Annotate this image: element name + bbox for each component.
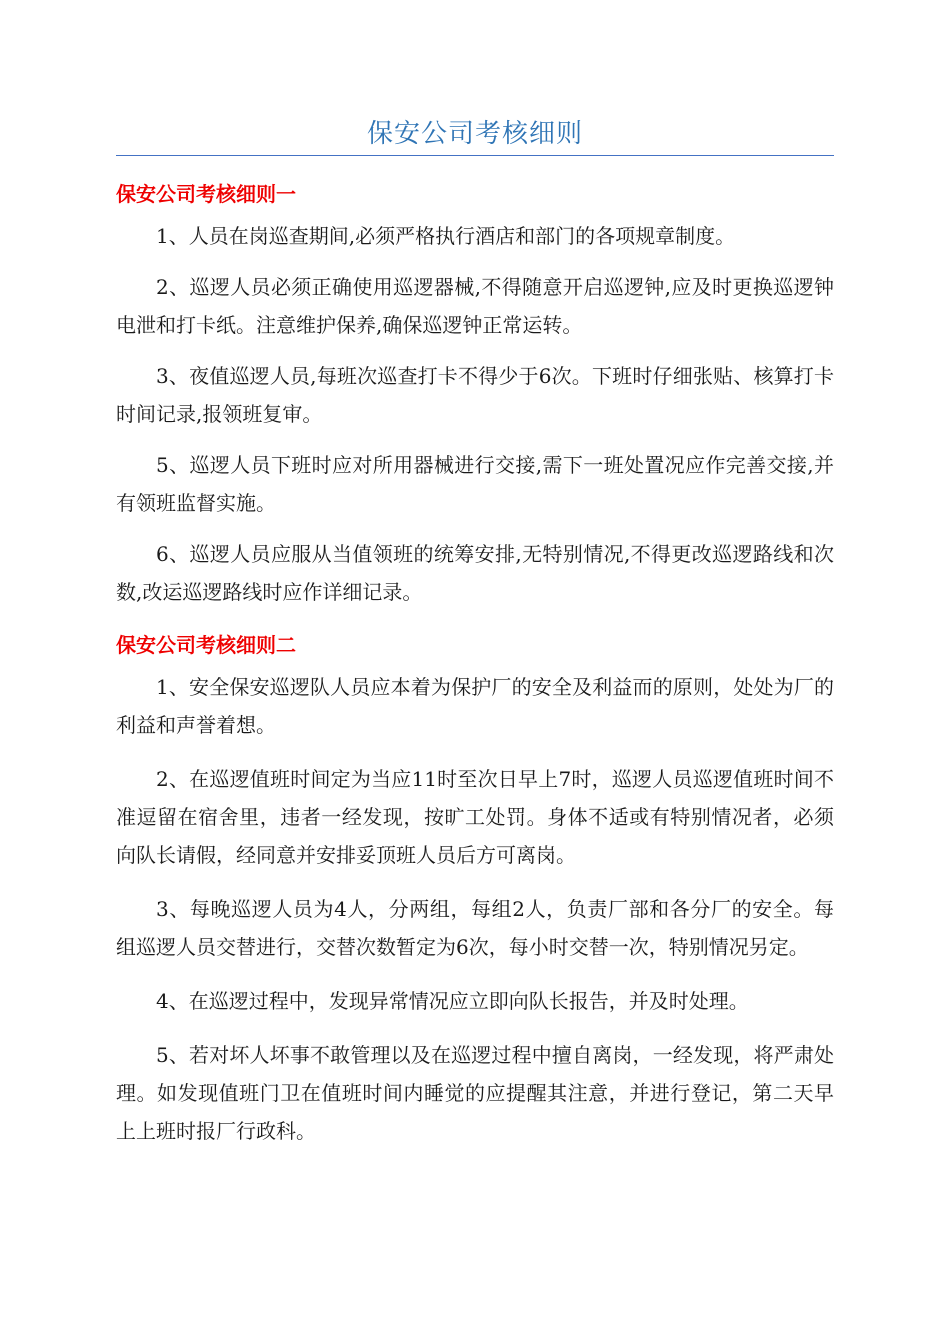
section-heading-1: 保安公司考核细则一 <box>116 182 296 206</box>
title-underline <box>116 155 834 156</box>
document-title: 保安公司考核细则 <box>366 119 583 149</box>
paragraph: 4、在巡逻过程中，发现异常情况应立即向队长报告，并及时处理。 <box>156 989 749 1013</box>
paragraph: 2、在巡逻值班时间定为当应11时至次日早上7时，巡逻人员巡逻值班时间不准逗留在宿舍里，违者一经发现，按旷工处罚。身体不适或有特别情况者，必须向队长请假，经同意并安排妥顶班人员后方可离岗。 <box>116 767 834 867</box>
section-body-2 <box>116 668 834 1150</box>
paragraph: 1、安全保安巡逻队人员应本着为保护厂的安全及利益而的原则，处处为厂的利益和声誉着想。 <box>116 675 834 737</box>
paragraph: 2、巡逻人员必须正确使用巡逻器械,不得随意开启巡逻钟,应及时更换巡逻钟电泄和打卡纸。注意维护保养,确保巡逻钟正常运转。 <box>116 275 834 337</box>
paragraph: 5、若对坏人坏事不敢管理以及在巡逻过程中擅自离岗，一经发现，将严肃处理。如发现值班门卫在值班时间内睡觉的应提醒其注意，并进行登记，第二天早上上班时报厂行政科。 <box>116 1043 834 1143</box>
paragraph: 1、人员在岗巡查期间,必须严格执行酒店和部门的各项规章制度。 <box>156 224 736 248</box>
paragraph: 6、巡逻人员应服从当值领班的统筹安排,无特别情况,不得更改巡逻路线和次数,改运巡逻路线时应作详细记录。 <box>116 542 834 604</box>
section-body-1 <box>116 217 834 611</box>
section-heading-2: 保安公司考核细则二 <box>116 633 296 657</box>
document-page <box>116 0 834 1150</box>
paragraph: 5、巡逻人员下班时应对所用器械进行交接,需下一班处置况应作完善交接,并有领班监督实施。 <box>116 453 834 515</box>
paragraph: 3、每晚巡逻人员为4人，分两组，每组2人，负责厂部和各分厂的安全。每组巡逻人员交替进行，交替次数暂定为6次，每小时交替一次，特别情况另定。 <box>116 897 834 959</box>
paragraph: 3、夜值巡逻人员,每班次巡查打卡不得少于6次。下班时仔细张贴、核算打卡时间记录,报领班复审。 <box>116 364 834 426</box>
